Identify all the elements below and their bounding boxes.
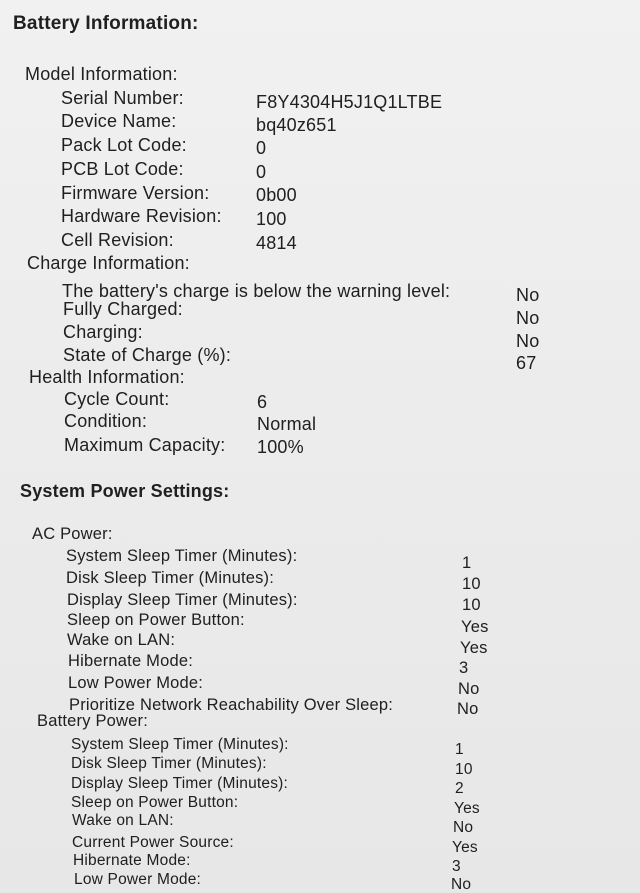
device-name-value: bq40z651 bbox=[256, 115, 337, 135]
state-of-charge-value: 67 bbox=[516, 353, 537, 373]
bat-wake-on-lan-label: Wake on LAN: bbox=[72, 812, 174, 829]
ac-disk-sleep-label: Disk Sleep Timer (Minutes): bbox=[66, 569, 275, 587]
pcb-lot-code-value: 0 bbox=[256, 162, 267, 182]
pack-lot-code-value: 0 bbox=[256, 138, 267, 158]
health-information-label: Health Information: bbox=[29, 367, 185, 387]
maximum-capacity-label: Maximum Capacity: bbox=[64, 435, 226, 455]
model-information-label: Model Information: bbox=[25, 64, 178, 84]
pack-lot-code-label: Pack Lot Code: bbox=[61, 135, 187, 155]
charge-warning-value: No bbox=[516, 285, 540, 305]
ac-system-sleep-value: 1 bbox=[462, 554, 472, 572]
pcb-lot-code-label: PCB Lot Code: bbox=[61, 159, 184, 179]
charging-label: Charging: bbox=[63, 322, 143, 342]
hardware-revision-value: 100 bbox=[256, 209, 287, 229]
bat-system-sleep-value: 1 bbox=[455, 741, 464, 758]
ac-sleep-power-button-label: Sleep on Power Button: bbox=[67, 611, 245, 629]
fully-charged-label: Fully Charged: bbox=[63, 299, 183, 319]
ac-prioritize-network-value: No bbox=[457, 700, 479, 718]
bat-display-sleep-label: Display Sleep Timer (Minutes): bbox=[71, 775, 289, 792]
ac-low-power-mode-value: No bbox=[458, 680, 480, 698]
bat-hibernate-mode-label: Hibernate Mode: bbox=[73, 852, 191, 869]
bat-sleep-power-button-value: Yes bbox=[454, 800, 480, 817]
cell-revision-value: 4814 bbox=[256, 233, 297, 253]
bat-low-power-mode-value: No bbox=[451, 876, 472, 893]
charge-warning-label: The battery's charge is below the warning level: bbox=[62, 281, 451, 301]
ac-hibernate-mode-value: 3 bbox=[459, 659, 469, 677]
device-name-label: Device Name: bbox=[61, 111, 177, 131]
ac-display-sleep-label: Display Sleep Timer (Minutes): bbox=[67, 591, 298, 609]
ac-power-label: AC Power: bbox=[32, 525, 113, 543]
cell-revision-label: Cell Revision: bbox=[61, 230, 174, 250]
firmware-version-value: 0b00 bbox=[256, 185, 297, 205]
ac-prioritize-network-label: Prioritize Network Reachability Over Sleep: bbox=[69, 696, 394, 714]
ac-wake-on-lan-label: Wake on LAN: bbox=[67, 631, 176, 649]
bat-disk-sleep-value: 10 bbox=[455, 761, 473, 778]
charge-information-label: Charge Information: bbox=[27, 253, 190, 273]
bat-current-power-source-label: Current Power Source: bbox=[72, 834, 234, 851]
serial-number-value: F8Y4304H5J1Q1LTBE bbox=[256, 92, 443, 112]
fully-charged-value: No bbox=[516, 308, 540, 328]
cycle-count-label: Cycle Count: bbox=[64, 389, 170, 409]
state-of-charge-label: State of Charge (%): bbox=[63, 345, 232, 365]
bat-hibernate-mode-value: 3 bbox=[452, 858, 461, 875]
charging-value: No bbox=[516, 331, 540, 351]
system-power-settings-heading: System Power Settings: bbox=[20, 481, 230, 501]
bat-display-sleep-value: 2 bbox=[455, 780, 464, 797]
firmware-version-label: Firmware Version: bbox=[61, 183, 210, 203]
ac-hibernate-mode-label: Hibernate Mode: bbox=[68, 652, 193, 670]
bat-disk-sleep-label: Disk Sleep Timer (Minutes): bbox=[71, 755, 267, 772]
condition-value: Normal bbox=[257, 414, 317, 434]
ac-system-sleep-label: System Sleep Timer (Minutes): bbox=[66, 547, 298, 565]
battery-information-heading: Battery Information: bbox=[13, 13, 199, 34]
ac-display-sleep-value: 10 bbox=[462, 596, 481, 614]
hardware-revision-label: Hardware Revision: bbox=[61, 206, 222, 226]
bat-sleep-power-button-label: Sleep on Power Button: bbox=[71, 794, 239, 811]
bat-current-power-source-value: Yes bbox=[452, 839, 478, 856]
maximum-capacity-value: 100% bbox=[257, 437, 304, 457]
bat-low-power-mode-label: Low Power Mode: bbox=[74, 871, 202, 888]
serial-number-label: Serial Number: bbox=[61, 88, 184, 108]
ac-sleep-power-button-value: Yes bbox=[461, 618, 489, 636]
ac-low-power-mode-label: Low Power Mode: bbox=[68, 674, 204, 692]
bat-system-sleep-label: System Sleep Timer (Minutes): bbox=[71, 736, 289, 753]
bat-wake-on-lan-value: No bbox=[453, 819, 474, 836]
ac-disk-sleep-value: 10 bbox=[462, 575, 481, 593]
battery-power-label: Battery Power: bbox=[37, 712, 149, 730]
ac-wake-on-lan-value: Yes bbox=[460, 639, 488, 657]
cycle-count-value: 6 bbox=[257, 392, 268, 412]
condition-label: Condition: bbox=[64, 411, 148, 431]
